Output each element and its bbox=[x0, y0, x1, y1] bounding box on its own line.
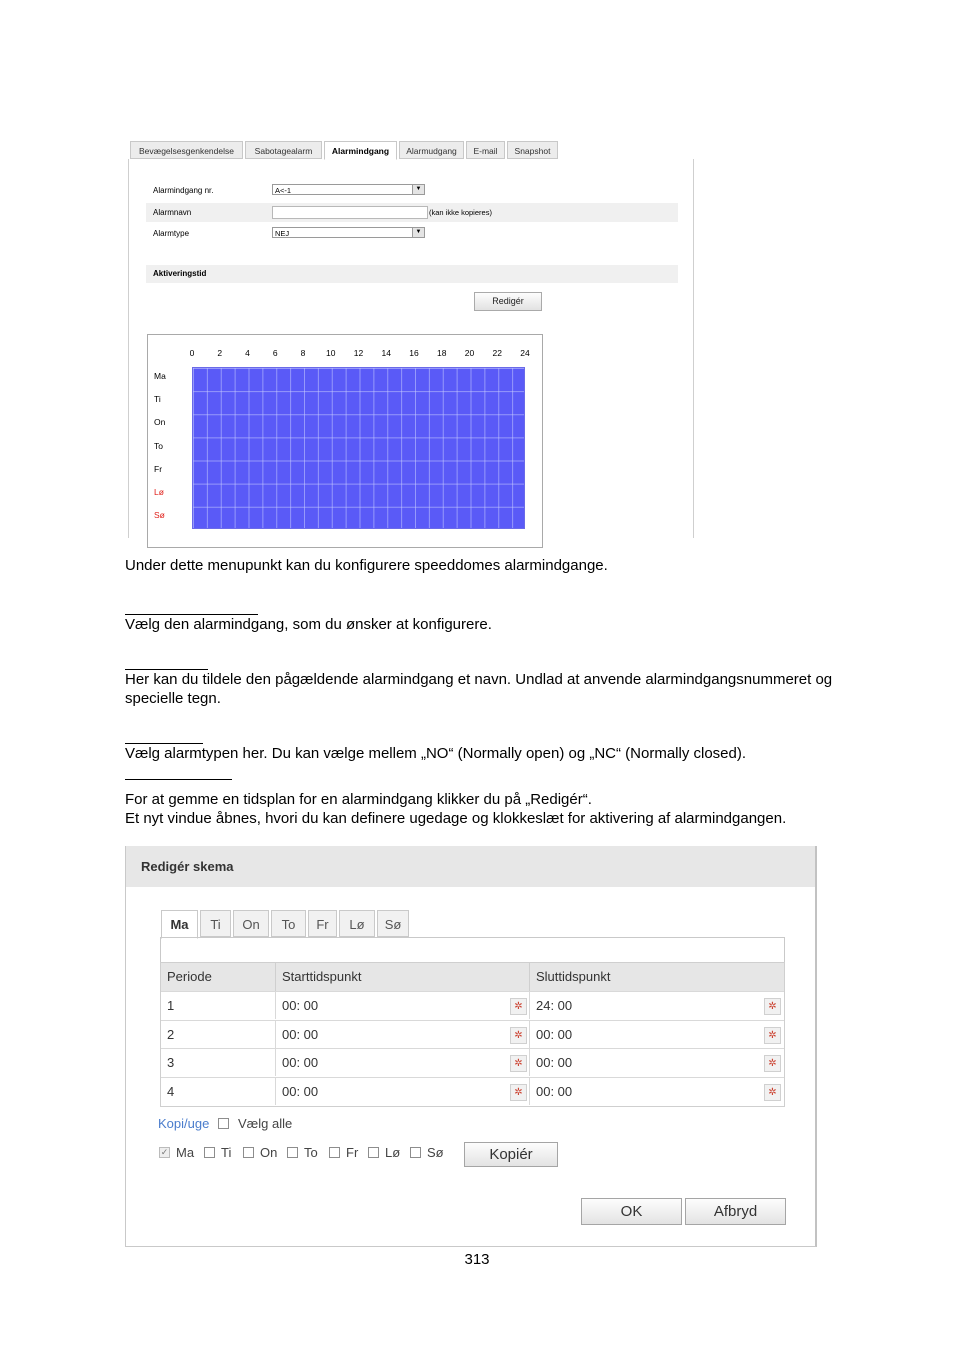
chevron-down-icon[interactable]: ▼ bbox=[412, 185, 424, 194]
activation-time-header bbox=[146, 265, 678, 283]
alarm-input-label: Alarmindgang nr. bbox=[153, 186, 214, 195]
hour-label: 0 bbox=[189, 348, 195, 358]
alarm-type-paragraph: Vælg alarmtypen her. Du kan vælge mellem „NO“ (Normally open) og „NC“ (Normally closed). bbox=[125, 745, 747, 762]
copy-day-label: Ma bbox=[176, 1145, 195, 1160]
day-label: Ti bbox=[154, 394, 161, 405]
dialog-title: Redigér skema bbox=[126, 846, 815, 887]
alarm-name-paragraph-line1: Her kan du tildele den pågældende alarmindgang et navn. Undlad at anvende alarmindgangsnummeret og bbox=[125, 671, 833, 688]
end-time-cell[interactable] bbox=[530, 1048, 784, 1076]
hour-label: 14 bbox=[381, 348, 391, 358]
copy-week-link[interactable]: Kopi/uge bbox=[158, 1116, 210, 1131]
hour-label: 8 bbox=[300, 348, 306, 358]
hour-label: 20 bbox=[464, 348, 475, 358]
alarm-type-row bbox=[146, 224, 678, 243]
weekly-schedule bbox=[147, 334, 543, 548]
copy-day-checkbox[interactable] bbox=[243, 1147, 254, 1158]
tab-divider bbox=[160, 937, 785, 938]
tab-tamper-alarm[interactable]: Sabotagealarm bbox=[245, 141, 322, 159]
hour-label: 12 bbox=[353, 348, 364, 358]
select-all-checkbox[interactable] bbox=[218, 1118, 229, 1129]
day-tab[interactable]: On bbox=[233, 910, 269, 937]
hour-label: 18 bbox=[437, 348, 447, 358]
copy-day-label: On bbox=[260, 1145, 278, 1160]
copy-day-checkbox[interactable] bbox=[204, 1147, 215, 1158]
period-cell: 3 bbox=[161, 1048, 276, 1076]
alarm-type-value: NEJ bbox=[275, 229, 290, 238]
alarm-input-value: A<-1 bbox=[275, 186, 292, 195]
alarm-name-note: (kan ikke kopieres) bbox=[429, 208, 492, 217]
copy-day-label: Lø bbox=[385, 1145, 401, 1160]
page-number: 313 bbox=[464, 1251, 490, 1268]
period-cell: 4 bbox=[161, 1077, 276, 1105]
period-cell: 1 bbox=[161, 991, 276, 1019]
day-label: Sø bbox=[154, 510, 165, 521]
day-label: Fr bbox=[154, 463, 163, 474]
alarm-name-label: Alarmnavn bbox=[153, 208, 192, 217]
edit-schedule-dialog bbox=[125, 846, 817, 1247]
tab-email[interactable]: E-mail bbox=[466, 141, 505, 159]
hour-label: 2 bbox=[217, 348, 223, 358]
copy-day-checkbox[interactable] bbox=[410, 1147, 421, 1158]
start-time-value: 00: 00 bbox=[282, 1026, 319, 1042]
copy-day-label: Sø bbox=[427, 1145, 444, 1160]
day-tab[interactable]: To bbox=[271, 910, 306, 937]
clock-icon[interactable]: ✲ bbox=[764, 1084, 781, 1101]
start-time-value: 00: 00 bbox=[282, 1055, 319, 1070]
day-label: Lø bbox=[154, 487, 164, 497]
heading-underline bbox=[125, 779, 232, 780]
tab-alarm-input[interactable]: Alarmindgang bbox=[324, 141, 397, 160]
clock-icon[interactable]: ✲ bbox=[764, 1055, 781, 1072]
day-label: To bbox=[154, 440, 163, 451]
activation-paragraph-line1: For at gemme en tidsplan for en alarmindgang klikker du på „Redigér“. bbox=[125, 791, 592, 808]
activation-time-title: Aktiveringstid bbox=[153, 269, 207, 278]
settings-panel bbox=[128, 159, 694, 538]
day-tab[interactable]: Ma bbox=[161, 910, 198, 939]
day-label: Ma bbox=[154, 371, 166, 381]
copy-day-label: Fr bbox=[346, 1145, 359, 1160]
start-time-value: 00: 00 bbox=[282, 998, 319, 1013]
clock-icon[interactable]: ✲ bbox=[510, 1084, 527, 1101]
column-header-end: Sluttidspunkt bbox=[530, 963, 784, 991]
schedule-grid[interactable] bbox=[192, 367, 525, 529]
alarm-type-select[interactable] bbox=[272, 227, 425, 238]
end-time-cell[interactable] bbox=[530, 991, 784, 1019]
column-header-start: Starttidspunkt bbox=[276, 963, 530, 991]
cancel-button[interactable]: Afbryd bbox=[685, 1198, 786, 1225]
period-cell: 2 bbox=[161, 1020, 276, 1048]
intro-paragraph: Under dette menupunkt kan du konfigurere speeddomes alarmindgange. bbox=[125, 557, 608, 574]
clock-icon[interactable]: ✲ bbox=[764, 1027, 781, 1044]
activation-paragraph-line2: Et nyt vindue åbnes, hvori du kan definere ugedage og klokkeslæt for aktivering af alarmindgangen. bbox=[125, 810, 787, 827]
tab-panel-edge bbox=[160, 937, 161, 962]
end-time-value: 00: 00 bbox=[536, 1055, 573, 1070]
column-header-period: Periode bbox=[161, 963, 276, 991]
tab-panel-edge bbox=[784, 937, 785, 962]
alarm-name-input[interactable] bbox=[272, 206, 428, 219]
tab-motion-detection[interactable]: Bevægelsesgenkendelse bbox=[130, 141, 243, 159]
alarm-input-select[interactable] bbox=[272, 184, 425, 195]
start-time-cell[interactable] bbox=[276, 1020, 530, 1048]
end-time-value: 00: 00 bbox=[536, 1026, 573, 1042]
select-all-label: Vælg alle bbox=[238, 1116, 293, 1131]
tab-alarm-output[interactable]: Alarmudgang bbox=[399, 141, 464, 159]
periods-table bbox=[160, 962, 785, 1107]
hour-label: 10 bbox=[326, 348, 336, 358]
alarm-type-label: Alarmtype bbox=[153, 229, 190, 238]
clock-icon[interactable]: ✲ bbox=[510, 1055, 527, 1072]
start-time-cell[interactable] bbox=[276, 1048, 530, 1076]
copy-day-checkbox[interactable] bbox=[368, 1147, 379, 1158]
hour-label: 24 bbox=[520, 348, 530, 358]
start-time-cell[interactable] bbox=[276, 991, 530, 1019]
alarm-name-paragraph-line2: specielle tegn. bbox=[125, 690, 221, 707]
day-tab[interactable]: Sø bbox=[377, 910, 409, 937]
alarm-input-row bbox=[146, 181, 678, 200]
day-tab[interactable]: Fr bbox=[308, 910, 337, 937]
day-label: On bbox=[154, 417, 166, 428]
clock-icon[interactable]: ✲ bbox=[510, 1027, 527, 1044]
alarm-input-settings-screenshot bbox=[128, 141, 693, 539]
copy-day-label: Ti bbox=[221, 1145, 232, 1160]
alarm-name-row bbox=[146, 203, 678, 222]
hour-label: 6 bbox=[272, 348, 278, 358]
hour-label: 22 bbox=[492, 348, 502, 358]
copy-day-checkbox[interactable] bbox=[329, 1147, 340, 1158]
ok-button[interactable]: OK bbox=[581, 1198, 682, 1225]
end-time-value: 24: 00 bbox=[536, 998, 573, 1013]
hour-label: 4 bbox=[245, 348, 250, 358]
start-time-value: 00: 00 bbox=[282, 1083, 319, 1099]
copy-day-checkbox[interactable] bbox=[287, 1147, 298, 1158]
copy-day-label: To bbox=[304, 1145, 318, 1160]
clock-icon[interactable]: ✲ bbox=[510, 998, 527, 1015]
day-tab[interactable]: Lø bbox=[339, 910, 375, 937]
clock-icon[interactable]: ✲ bbox=[764, 998, 781, 1015]
day-tab[interactable]: Ti bbox=[200, 910, 231, 937]
start-time-cell[interactable] bbox=[276, 1077, 530, 1105]
copy-day-checkbox[interactable]: ✓ bbox=[160, 1147, 169, 1157]
hour-label: 16 bbox=[409, 348, 419, 358]
end-time-value: 00: 00 bbox=[536, 1083, 573, 1099]
end-time-cell[interactable] bbox=[530, 1077, 784, 1105]
tab-snapshot[interactable]: Snapshot bbox=[507, 141, 558, 159]
end-time-cell[interactable] bbox=[530, 1020, 784, 1048]
edit-schedule-button[interactable]: Redigér bbox=[474, 292, 542, 311]
alarm-input-paragraph: Vælg den alarmindgang, som du ønsker at konfigurere. bbox=[125, 616, 492, 633]
copy-button[interactable]: Kopiér bbox=[464, 1142, 558, 1167]
chevron-down-icon[interactable]: ▼ bbox=[412, 228, 424, 237]
